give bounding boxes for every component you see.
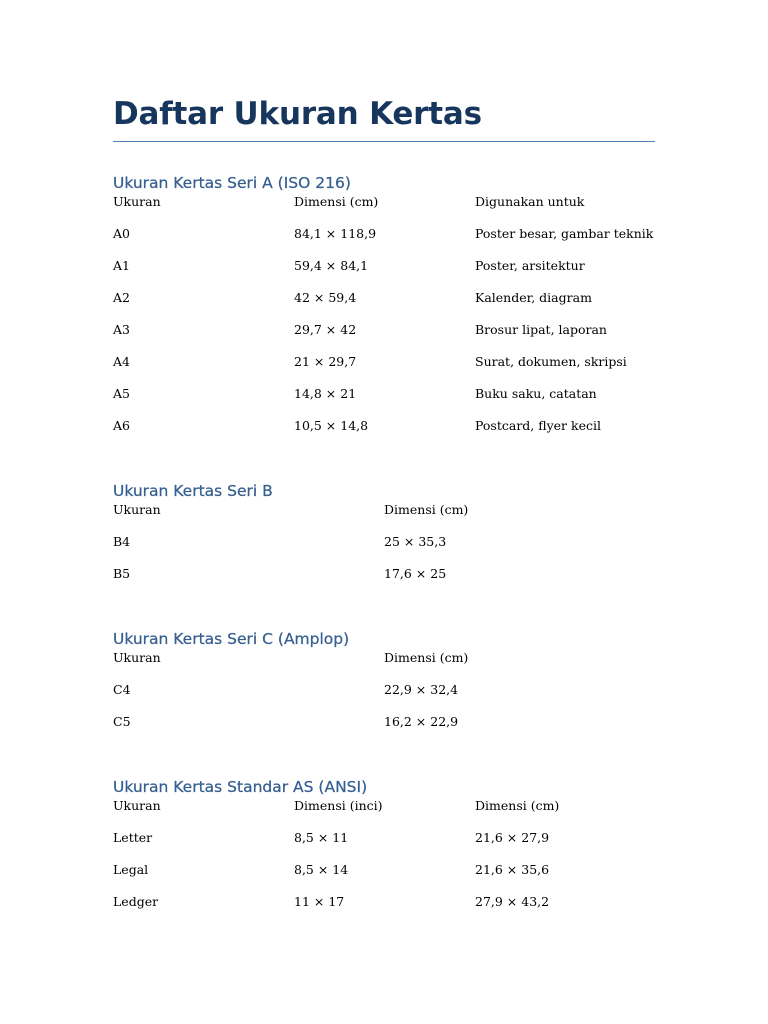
column-header: Digunakan untuk bbox=[475, 194, 585, 209]
cell-dimension: 10,5 × 14,8 bbox=[294, 418, 369, 433]
cell-dimension: 22,9 × 32,4 bbox=[384, 682, 459, 697]
table-row bbox=[113, 226, 655, 258]
cell-dimension-cm: 21,6 × 35,6 bbox=[475, 862, 550, 877]
section-seri-c bbox=[113, 628, 655, 746]
column-header: Ukuran bbox=[113, 798, 161, 813]
cell-dimension-cm: 21,6 × 27,9 bbox=[475, 830, 550, 845]
column-header: Ukuran bbox=[113, 502, 161, 517]
table-ansi bbox=[113, 798, 655, 926]
cell-dimension: 14,8 × 21 bbox=[294, 386, 357, 401]
cell-dimension: 42 × 59,4 bbox=[294, 290, 357, 305]
table-row bbox=[113, 534, 655, 566]
cell-dimension: 59,4 × 84,1 bbox=[294, 258, 369, 273]
column-header: Dimensi (cm) bbox=[384, 502, 469, 517]
table-seri-c bbox=[113, 650, 655, 746]
cell-usage: Postcard, flyer kecil bbox=[475, 418, 601, 433]
column-header: Dimensi (cm) bbox=[294, 194, 379, 209]
cell-usage: Brosur lipat, laporan bbox=[475, 322, 607, 337]
column-header: Dimensi (inci) bbox=[294, 798, 383, 813]
cell-dimension-inch: 11 × 17 bbox=[294, 894, 345, 909]
table-row bbox=[113, 354, 655, 386]
cell-usage: Surat, dokumen, skripsi bbox=[475, 354, 627, 369]
table-header-row bbox=[113, 194, 655, 226]
section-heading: Ukuran Kertas Standar AS (ANSI) bbox=[113, 778, 368, 796]
table-row bbox=[113, 290, 655, 322]
cell-size: A2 bbox=[113, 290, 130, 305]
cell-dimension: 29,7 × 42 bbox=[294, 322, 357, 337]
cell-dimension: 16,2 × 22,9 bbox=[384, 714, 459, 729]
table-row bbox=[113, 258, 655, 290]
column-header: Dimensi (cm) bbox=[475, 798, 560, 813]
cell-usage: Kalender, diagram bbox=[475, 290, 592, 305]
cell-size: Legal bbox=[113, 862, 149, 877]
section-seri-b bbox=[113, 480, 655, 598]
table-row bbox=[113, 714, 655, 746]
cell-dimension-inch: 8,5 × 11 bbox=[294, 830, 349, 845]
table-header-row bbox=[113, 502, 655, 534]
cell-size: A6 bbox=[113, 418, 130, 433]
cell-dimension: 17,6 × 25 bbox=[384, 566, 447, 581]
cell-dimension-inch: 8,5 × 14 bbox=[294, 862, 349, 877]
table-row bbox=[113, 322, 655, 354]
document-page bbox=[113, 96, 655, 926]
cell-dimension: 84,1 × 118,9 bbox=[294, 226, 377, 241]
document-title: Daftar Ukuran Kertas bbox=[113, 96, 655, 142]
column-header: Dimensi (cm) bbox=[384, 650, 469, 665]
cell-dimension: 25 × 35,3 bbox=[384, 534, 447, 549]
table-seri-a bbox=[113, 194, 655, 450]
table-row bbox=[113, 566, 655, 598]
table-header-row bbox=[113, 650, 655, 682]
table-header-row bbox=[113, 798, 655, 830]
section-seri-a bbox=[113, 172, 655, 450]
cell-size: B5 bbox=[113, 566, 131, 581]
cell-size: A0 bbox=[113, 226, 130, 241]
table-row bbox=[113, 894, 655, 926]
section-heading: Ukuran Kertas Seri B bbox=[113, 482, 273, 500]
cell-size: Letter bbox=[113, 830, 153, 845]
cell-dimension: 21 × 29,7 bbox=[294, 354, 357, 369]
table-seri-b bbox=[113, 502, 655, 598]
column-header: Ukuran bbox=[113, 194, 161, 209]
table-row bbox=[113, 418, 655, 450]
cell-size: Ledger bbox=[113, 894, 159, 909]
table-row bbox=[113, 830, 655, 862]
cell-size: B4 bbox=[113, 534, 131, 549]
cell-size: A1 bbox=[113, 258, 130, 273]
cell-size: A4 bbox=[113, 354, 130, 369]
table-row bbox=[113, 682, 655, 714]
cell-usage: Poster, arsitektur bbox=[475, 258, 585, 273]
cell-dimension-cm: 27,9 × 43,2 bbox=[475, 894, 550, 909]
section-heading: Ukuran Kertas Seri A (ISO 216) bbox=[113, 174, 351, 192]
cell-usage: Buku saku, catatan bbox=[475, 386, 597, 401]
column-header: Ukuran bbox=[113, 650, 161, 665]
cell-size: C4 bbox=[113, 682, 131, 697]
table-row bbox=[113, 386, 655, 418]
section-heading: Ukuran Kertas Seri C (Amplop) bbox=[113, 630, 350, 648]
cell-usage: Poster besar, gambar teknik bbox=[475, 226, 654, 241]
table-row bbox=[113, 862, 655, 894]
cell-size: A5 bbox=[113, 386, 130, 401]
cell-size: A3 bbox=[113, 322, 130, 337]
section-ansi bbox=[113, 776, 655, 926]
cell-size: C5 bbox=[113, 714, 131, 729]
